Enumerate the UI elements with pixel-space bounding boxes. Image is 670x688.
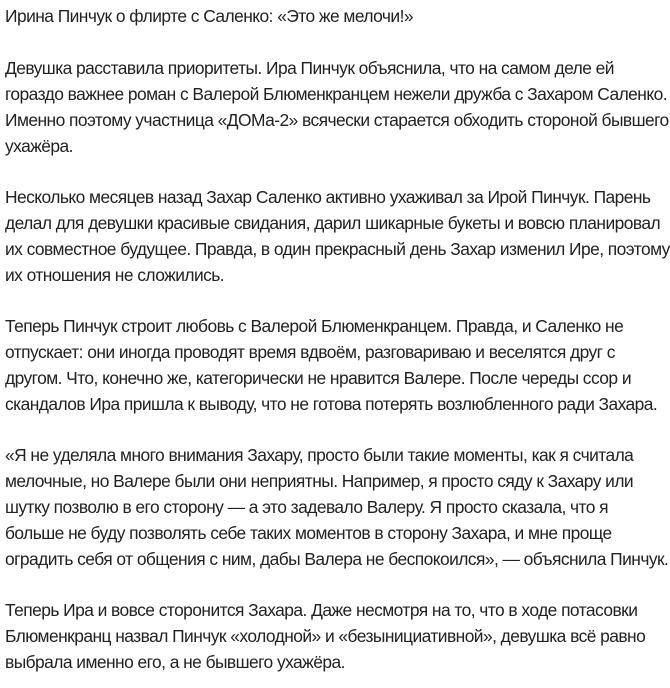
article-paragraph-3: Теперь Пинчук строит любовь с Валерой Блюменкранцем. Правда, и Саленко не отпускает: они иногда проводят время вдвоём, разговариваю и веселятся друг с другом. Что, конечно же, категорически не нравится Валере. После череды ссор и скандалов Ира пришла к выводу, что не готова потерять возлюбленного ради Захара. [5, 316, 658, 414]
article-paragraph-2: Несколько месяцев назад Захар Саленко активно ухаживал за Ирой Пинчук. Парень делал для девушки красивые свидания, дарил шикарные букеты и вовсю планировал их совместное будущее. Правда, в один прекрасный день Захар изменил Ире, поэтому их отношения не сложились. [5, 187, 670, 285]
article-paragraph-5: Теперь Ира и вовсе сторонится Захара. Даже несмотря на то, что в ходе потасовки Блюменкранц назвал Пинчук «холодной» и «безынициативной», девушка всё равно выбрала именно его, а не бывшего ухажёра. [5, 600, 646, 672]
article-paragraph-4-quote: «Я не уделяла много внимания Захару, просто были такие моменты, как я считала мелочные, но Валере были они неприятны. Например, я просто сяду к Захару или шутку позволю в его сторону — а это задевало Валеру. Я просто сказала, что я больше не буду позволять себе таких моментов в сторону Захара, и мне проще оградить себя от общения с ним, дабы Валера не беспокоился», — объяснила Пинчук. [5, 445, 669, 569]
article-title: Ирина Пинчук о флирте с Саленко: «Это же мелочи!» [5, 6, 413, 26]
article-paragraph-1: Девушка расставила приоритеты. Ира Пинчук объяснила, что на самом деле ей гораздо важнее роман с Валерой Блюменкранцем нежели дружба с Захаром Саленко. Именно поэтому участница «ДОМа-2» всячески старается обходить стороной бывшего ухажёра. [5, 58, 669, 156]
